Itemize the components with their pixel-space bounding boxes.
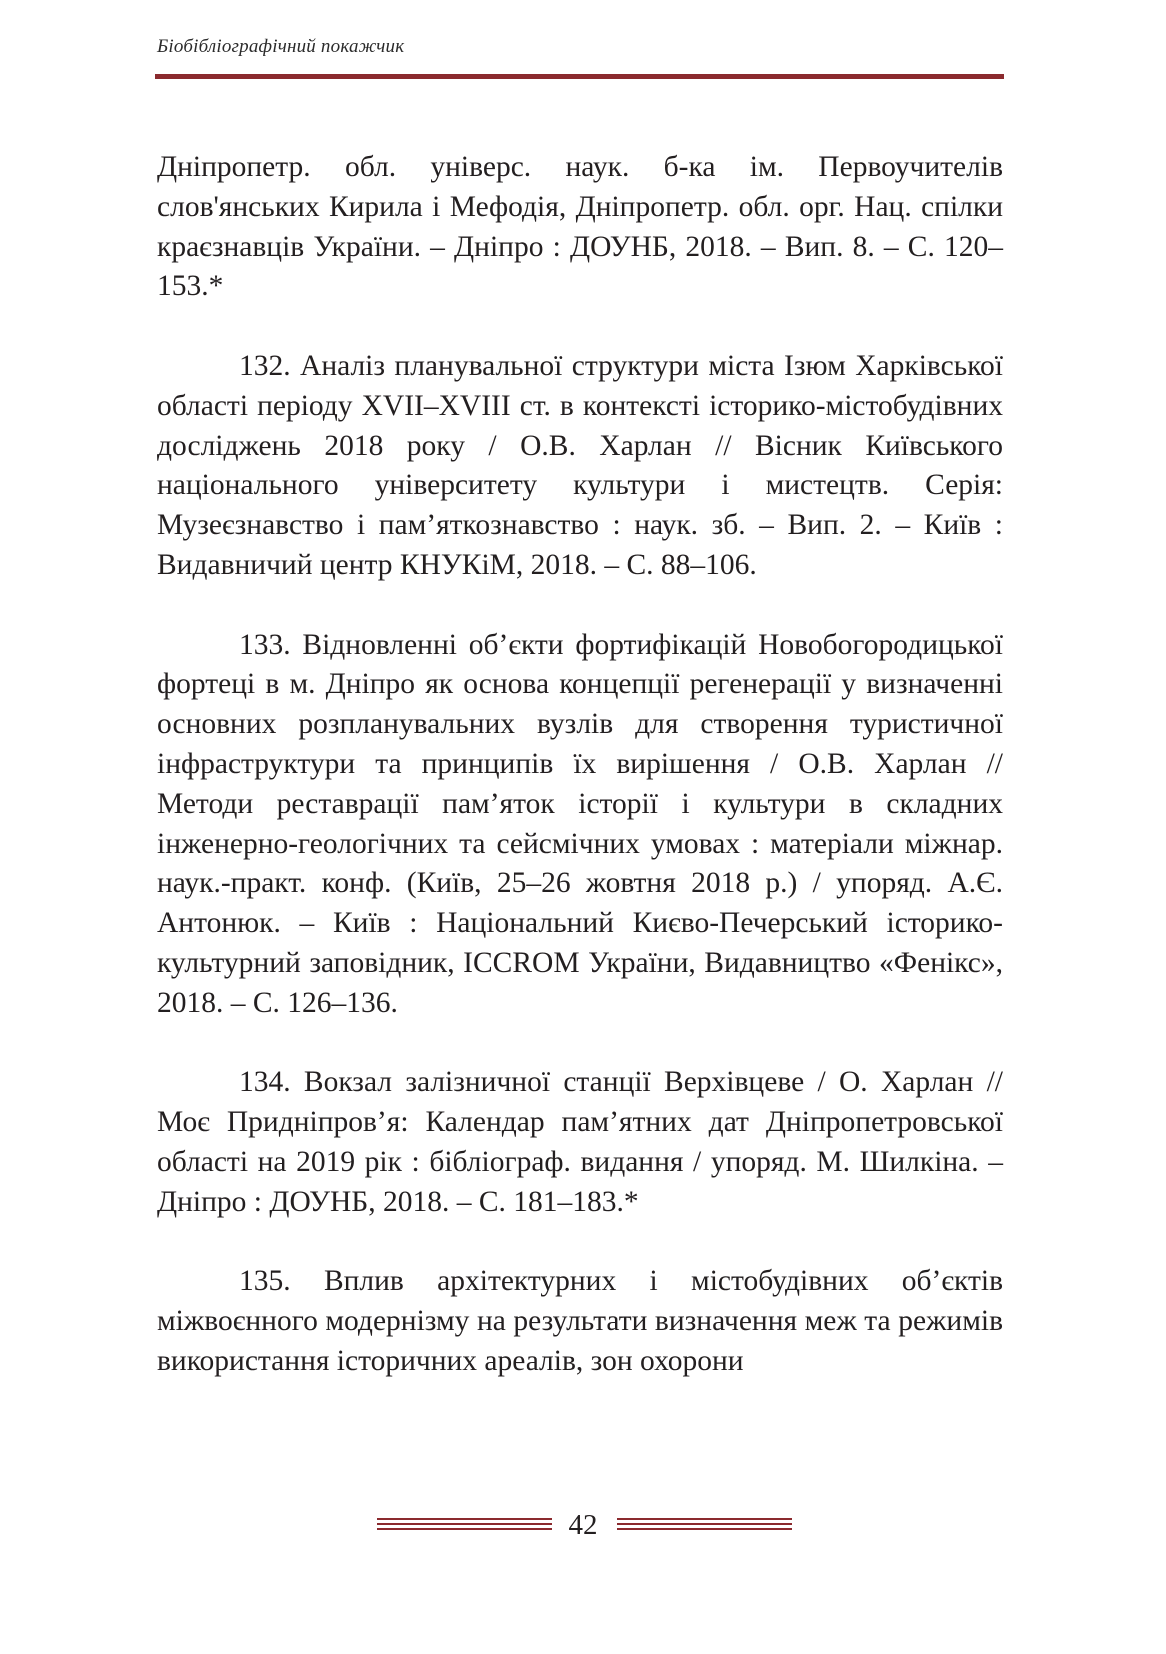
footer-ornament-right xyxy=(617,1518,792,1532)
continued-entry-text: Дніпропетр. обл. універс. наук. б-ка ім. Первоучителів слов'янських Кирила і Мефодія, Дніпропетр. обл. орг. Нац. спілки краєзнавців України. – Дніпро : ДОУНБ, 2018. – Вип. 8. – С. 120–153.* xyxy=(157,151,1003,303)
bibliography-entry-132: 132. Аналіз планувальної структури міста Ізюм Харківської області періоду XVII–XVIII ст. в контексті історико-містобудівних досліджень 2018 року / О.В. Харлан // Вісник Київського національного університету культури і мистецтв. Серія: Музеєзнавство і пам’яткознавство : наук. зб. – Вип. 2. – Київ : Видавничий центр КНУКіМ, 2018. – С. 88–106. xyxy=(157,349,1003,581)
header-divider xyxy=(155,74,1004,79)
bibliography-entry-135: 135. Вплив архітектурних і містобудівних об’єктів міжвоєнного модернізму на результати визначення меж та режимів використання історичних ареалів, зон охорони xyxy=(157,1265,1003,1377)
footer-ornament-left xyxy=(377,1518,552,1532)
bibliography-entry-133: 133. Відновленні об’єкти фортифікацій Новобогородицької фортеці в м. Дніпро як основа концепції регенерації у визначенні основних розпланувальних вузлів для створення туристичної інфраструктури та принципів їх вирішення / О.В. Харлан // Методи реставрації пам’яток історії і культури в складних інженерно-геологічних та сейсмічних умовах : матеріали міжнар. наук.-практ. конф. (Київ, 25–26 жовтня 2018 р.) / упоряд. А.Є. Антонюк. – Київ : Національний Києво-Печерський історико-культурний заповідник, ICCROM України, Видавництво «Фенікс», 2018. – С. 126–136. xyxy=(157,628,1003,1019)
bibliography-entry-134: 134. Вокзал залізничної станції Верхівцеве / О. Харлан // Моє Придніпров’я: Календар пам’ятних дат Дніпропетровської області на 2019 рік : бібліограф. видання / упоряд. М. Шилкіна. – Дніпро : ДОУНБ, 2018. – С. 181–183.* xyxy=(157,1066,1003,1218)
running-header-title: Біобібліографічний покажчик xyxy=(157,36,405,57)
page-number: 42 xyxy=(568,1509,598,1541)
page-footer xyxy=(0,1508,1166,1544)
page-body xyxy=(157,148,1003,1422)
